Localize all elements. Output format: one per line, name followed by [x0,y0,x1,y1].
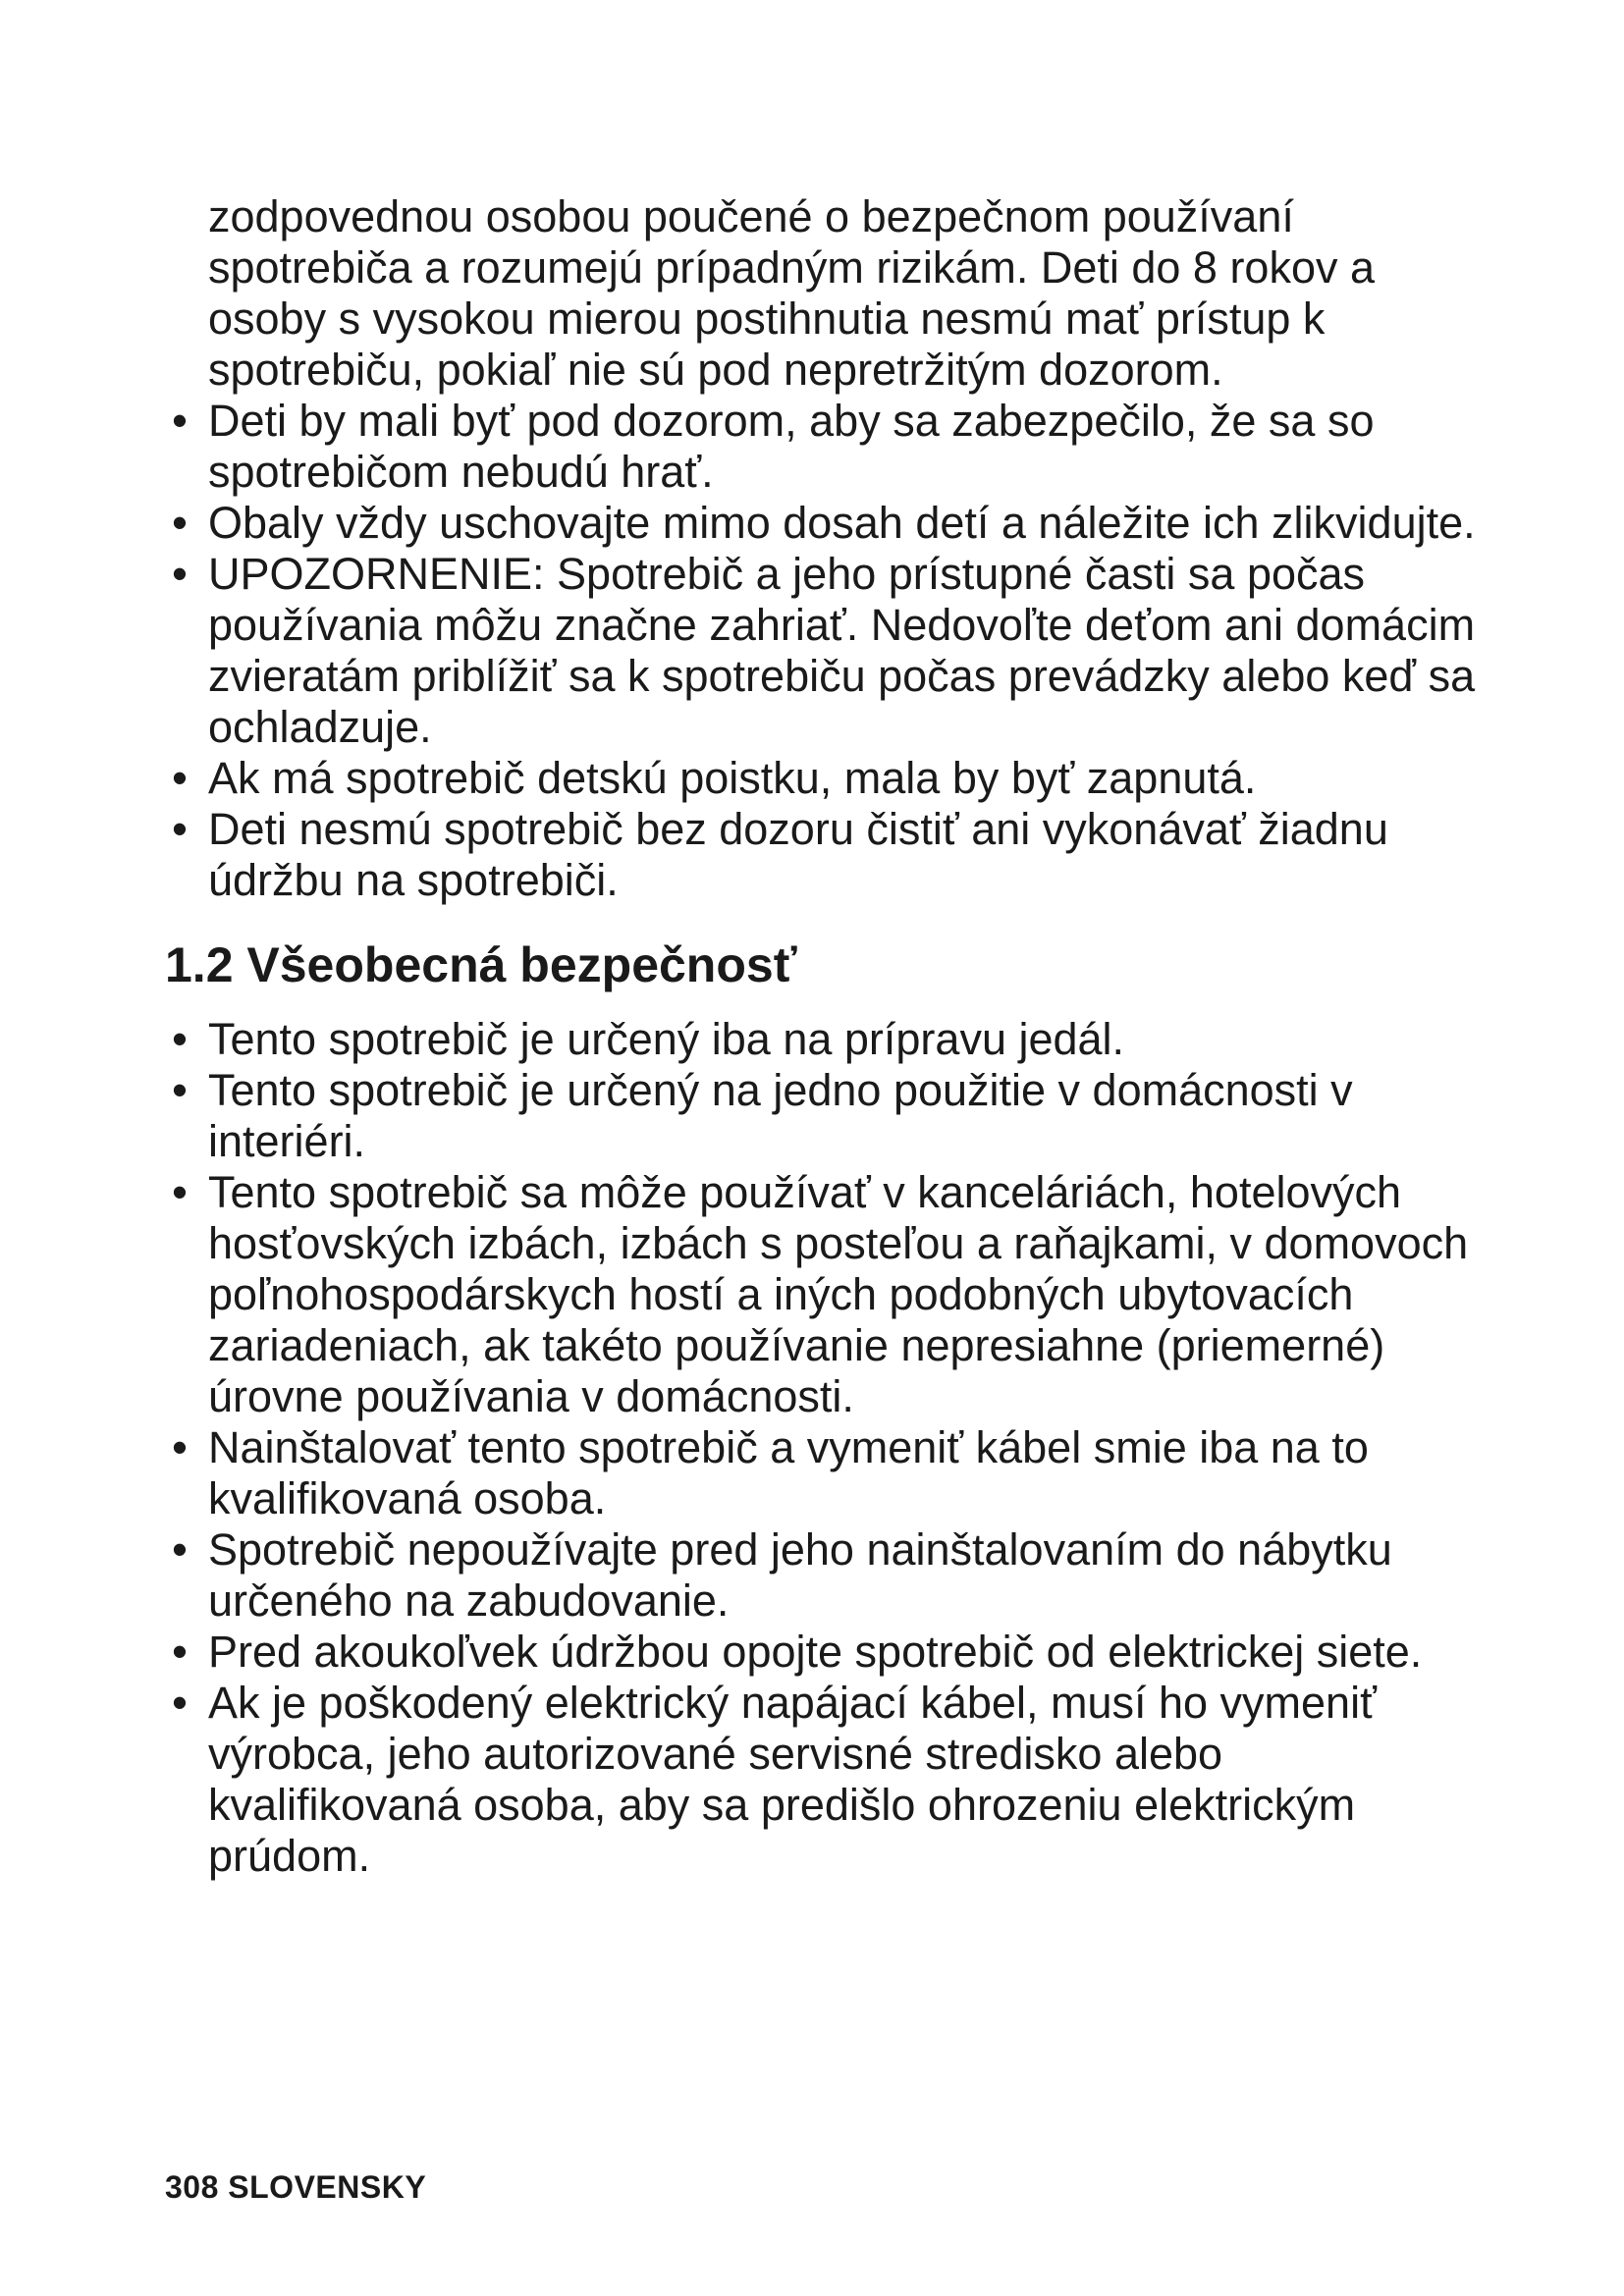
list-item-text: Nainštalovať tento spotrebič a vymeniť kábel smie iba na to kvalifikovaná osoba. [208,1422,1369,1523]
bullet-icon: • [172,1627,188,1677]
list-item [165,1678,1481,1882]
list-item-text: Pred akoukoľvek údržbou opojte spotrebič od elektrickej siete. [208,1627,1423,1677]
page-content [165,191,1481,1882]
bullet-icon: • [172,1014,188,1064]
list-item [165,1627,1481,1678]
list-item-text: Tento spotrebič je určený na jedno použitie v domácnosti v interiéri. [208,1065,1353,1166]
list-item [165,753,1481,804]
list-item [165,396,1481,498]
page-footer: 308 SLOVENSKY [165,2169,427,2205]
list-item [165,1524,1481,1627]
list-item-text: Tento spotrebič je určený iba na prípravu jedál. [208,1014,1125,1064]
list-item-text: Deti by mali byť pod dozorom, aby sa zabezpečilo, že sa so spotrebičom nebudú hrať. [208,396,1375,497]
bullet-icon: • [172,1524,188,1575]
bullet-icon: • [172,1167,188,1217]
bullet-icon: • [172,1678,188,1728]
list-item-text: Ak má spotrebič detskú poistku, mala by byť zapnutá. [208,753,1257,803]
list-item [165,498,1481,549]
list-item-text: UPOZORNENIE: Spotrebič a jeho prístupné časti sa počas používania môžu značne zahriať. Nedovoľte deťom ani domácim zvieratám priblížiť sa k spotrebiču počas prevádzky alebo keď sa ochladzuje. [208,549,1476,752]
list-item [165,549,1481,753]
list-item-text: Tento spotrebič sa môže používať v kanceláriách, hotelových hosťovských izbách, izbách s posteľou a raňajkami, v domovoch poľnohospodárskych hostí a iných podobných ubytovacích zariadeniach, ak takéto používanie nepresiahne (priemerné) úrovne používania v domácnosti. [208,1167,1469,1421]
intro-paragraph: zodpovednou osobou poučené o bezpečnom používaní spotrebiča a rozumejú prípadným rizikám. Deti do 8 rokov a osoby s vysokou mierou postihnutia nesmú mať prístup k spotrebiču, pokiaľ nie sú pod nepretržitým dozorom. [208,191,1376,395]
list-item [165,1422,1481,1524]
section-heading: 1.2 Všeobecná bezpečnosť [165,937,797,992]
bullet-icon: • [172,1422,188,1472]
list-item-text: Obaly vždy uschovajte mimo dosah detí a náležite ich zlikvidujte. [208,498,1476,548]
bullet-icon: • [172,549,188,599]
child-safety-list [165,396,1481,906]
list-item-text: Deti nesmú spotrebič bez dozoru čistiť ani vykonávať žiadnu údržbu na spotrebiči. [208,804,1388,905]
list-item [165,1167,1481,1422]
list-item [165,1014,1481,1065]
list-item [165,804,1481,906]
bullet-icon: • [172,1065,188,1115]
general-safety-list [165,1014,1481,1882]
list-item-text: Spotrebič nepoužívajte pred jeho nainštalovaním do nábytku určeného na zabudovanie. [208,1524,1392,1626]
bullet-icon: • [172,753,188,803]
bullet-icon: • [172,396,188,446]
list-item-text: Ak je poškodený elektrický napájací kábel, musí ho vymeniť výrobca, jeho autorizované servisné stredisko alebo kvalifikovaná osoba, aby sa predišlo ohrozeniu elektrickým prúdom. [208,1678,1377,1881]
list-item [165,1065,1481,1167]
bullet-icon: • [172,498,188,548]
bullet-icon: • [172,804,188,854]
